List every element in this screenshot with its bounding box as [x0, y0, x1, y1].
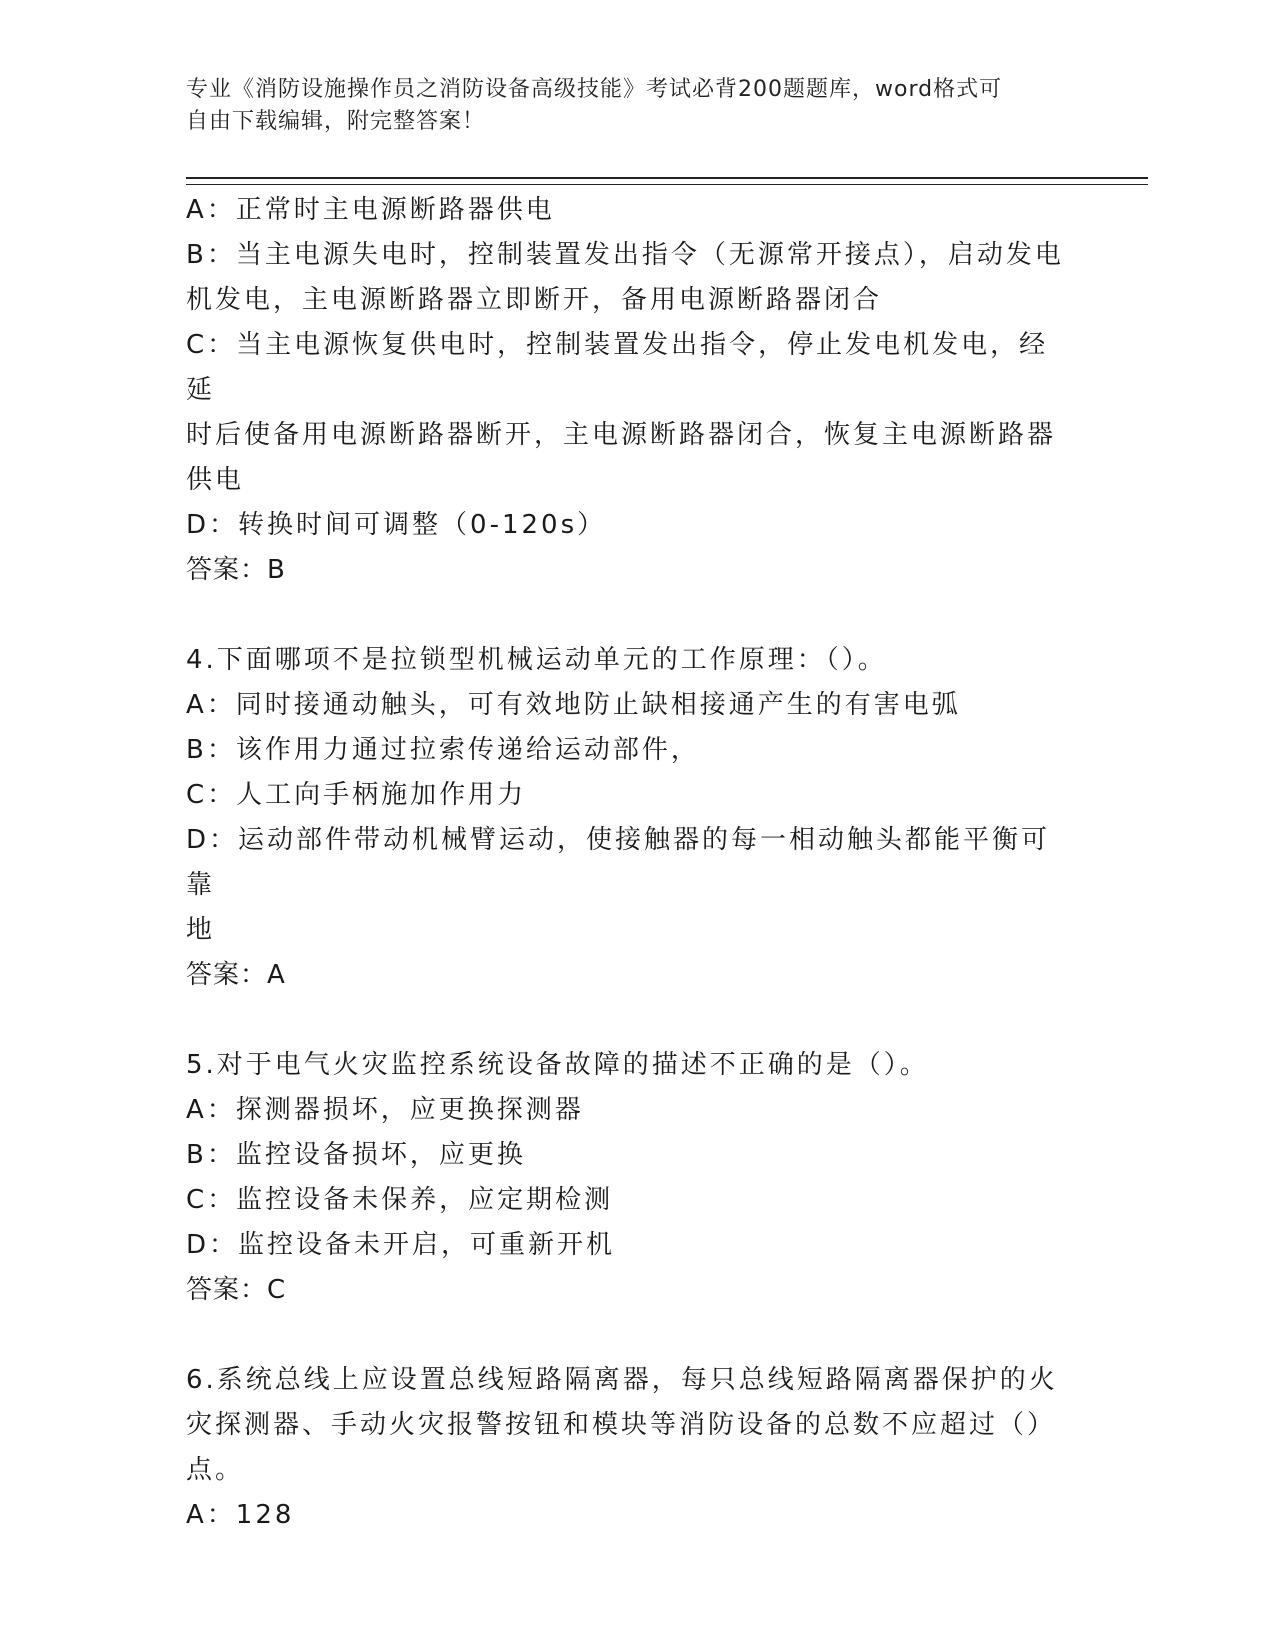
question-stem-continued-2: 点。 [186, 1455, 245, 1485]
question-4 [186, 638, 1076, 998]
question-stem: 4.下面哪项不是拉锁型机械运动单元的工作原理：（）。 [186, 645, 887, 675]
option-c: C：监控设备未保养，应定期检测 [186, 1185, 614, 1215]
option-a: A：同时接通动触头，可有效地防止缺相接通产生的有害电弧 [186, 690, 961, 720]
question-stem-continued: 灾探测器、手动火灾报警按钮和模块等消防设备的总数不应超过（） [186, 1410, 1057, 1440]
question-stem: 6.系统总线上应设置总线短路隔离器，每只总线短路隔离器保护的火 [186, 1365, 1058, 1395]
question-list [186, 188, 1076, 1538]
option-d: D：监控设备未开启，可重新开机 [186, 1230, 616, 1260]
question-stem: 5.对于电气火灾监控系统设备故障的描述不正确的是（）。 [186, 1050, 929, 1080]
header-line-2: 自由下载编辑，附完整答案！ [186, 109, 486, 134]
question-5 [186, 1043, 1076, 1313]
header-line-1: 专业《消防设施操作员之消防设备高级技能》考试必背200题题库，word格式可 [186, 77, 1003, 102]
answer: 答案：A [186, 960, 286, 990]
spacer [186, 1313, 1076, 1358]
option-b-continued: 机发电，主电源断路器立即断开，备用电源断路器闭合 [186, 285, 883, 315]
option-a: A：正常时主电源断路器供电 [186, 195, 555, 225]
option-b: B：监控设备损坏，应更换 [186, 1140, 526, 1170]
option-c-continued-2: 供电 [186, 465, 245, 495]
option-a: A：128 [186, 1500, 295, 1530]
option-b: B：当主电源失电时，控制装置发出指令（无源常开接点），启动发电 [186, 240, 1064, 270]
header-divider [186, 177, 1148, 185]
answer: 答案：B [186, 555, 286, 585]
question-6 [186, 1358, 1076, 1538]
spacer [186, 593, 1076, 638]
answer: 答案：C [186, 1275, 287, 1305]
question-3 [186, 188, 1076, 593]
option-a: A：探测器损坏，应更换探测器 [186, 1095, 584, 1125]
spacer [186, 998, 1076, 1043]
option-d-continued: 地 [186, 915, 216, 945]
option-c: C：人工向手柄施加作用力 [186, 780, 527, 810]
option-d: D：转换时间可调整（0-120s） [186, 510, 607, 540]
option-b: B：该作用力通过拉索传递给运动部件， [186, 735, 700, 765]
option-c-continued: 时后使备用电源断路器断开，主电源断路器闭合，恢复主电源断路器 [186, 420, 1057, 450]
option-c: C：当主电源恢复供电时，控制装置发出指令，停止发电机发电，经延 [186, 330, 1049, 405]
option-d: D：运动部件带动机械臂运动，使接触器的每一相动触头都能平衡可靠 [186, 825, 1051, 900]
document-header [186, 74, 1066, 138]
